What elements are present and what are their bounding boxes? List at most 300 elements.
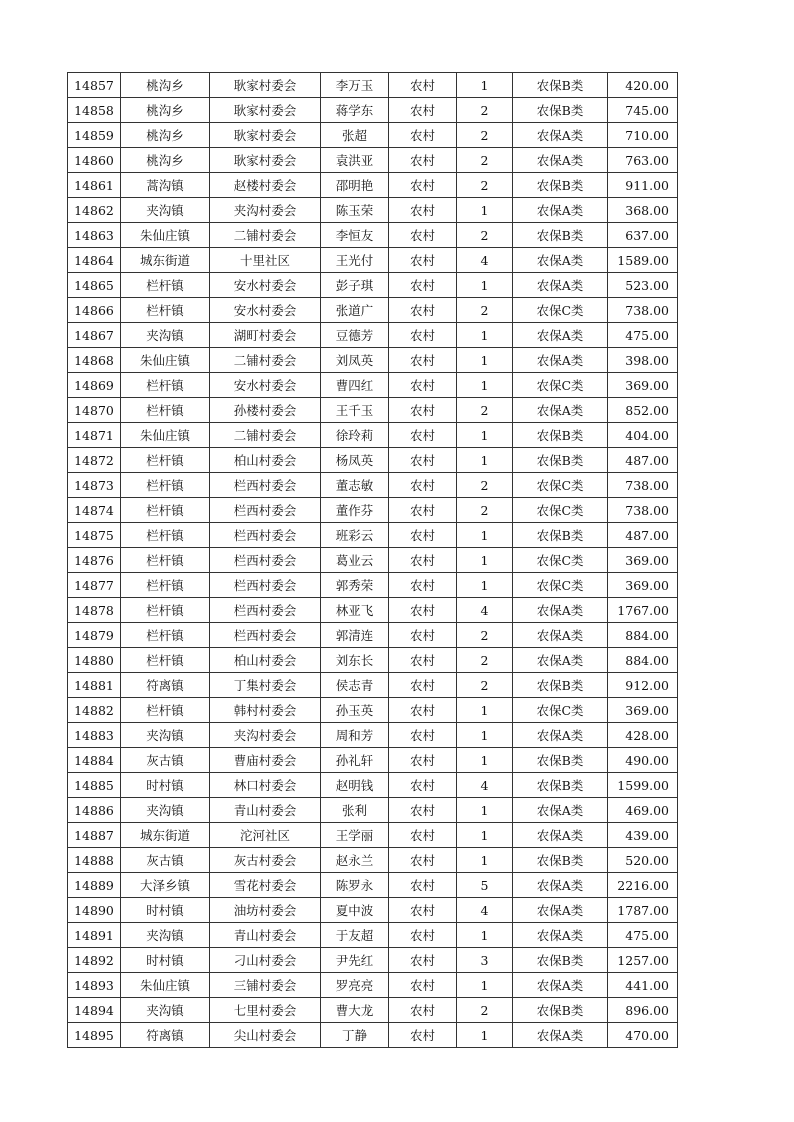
amount-cell: 738.00	[608, 473, 678, 498]
village-committee-cell: 栏西村委会	[210, 598, 321, 623]
household-type-cell: 农村	[389, 673, 457, 698]
insurance-class-cell: 农保B类	[513, 948, 608, 973]
name-cell: 赵明钱	[321, 773, 389, 798]
name-cell: 班彩云	[321, 523, 389, 548]
table-row	[68, 348, 678, 373]
table-row	[68, 523, 678, 548]
household-type-cell: 农村	[389, 398, 457, 423]
household-type-cell: 农村	[389, 698, 457, 723]
serial-number-cell: 14891	[68, 923, 121, 948]
member-count-cell: 1	[457, 573, 513, 598]
township-cell: 时村镇	[121, 898, 210, 923]
name-cell: 赵永兰	[321, 848, 389, 873]
member-count-cell: 2	[457, 998, 513, 1023]
amount-cell: 368.00	[608, 198, 678, 223]
township-cell: 栏杆镇	[121, 698, 210, 723]
member-count-cell: 4	[457, 773, 513, 798]
member-count-cell: 1	[457, 423, 513, 448]
insurance-class-cell: 农保B类	[513, 523, 608, 548]
name-cell: 侯志青	[321, 673, 389, 698]
household-type-cell: 农村	[389, 248, 457, 273]
amount-cell: 1767.00	[608, 598, 678, 623]
village-committee-cell: 三铺村委会	[210, 973, 321, 998]
name-cell: 孙玉英	[321, 698, 389, 723]
amount-cell: 1257.00	[608, 948, 678, 973]
amount-cell: 1599.00	[608, 773, 678, 798]
name-cell: 李万玉	[321, 73, 389, 98]
insurance-class-cell: 农保B类	[513, 448, 608, 473]
household-type-cell: 农村	[389, 623, 457, 648]
name-cell: 郭清连	[321, 623, 389, 648]
name-cell: 袁洪亚	[321, 148, 389, 173]
amount-cell: 884.00	[608, 648, 678, 673]
township-cell: 城东街道	[121, 248, 210, 273]
amount-cell: 912.00	[608, 673, 678, 698]
insurance-class-cell: 农保B类	[513, 673, 608, 698]
member-count-cell: 2	[457, 98, 513, 123]
amount-cell: 470.00	[608, 1023, 678, 1048]
village-committee-cell: 安水村委会	[210, 273, 321, 298]
table-row	[68, 973, 678, 998]
household-type-cell: 农村	[389, 998, 457, 1023]
member-count-cell: 2	[457, 298, 513, 323]
table-row	[68, 998, 678, 1023]
table-row	[68, 123, 678, 148]
table-row	[68, 673, 678, 698]
township-cell: 栏杆镇	[121, 548, 210, 573]
village-committee-cell: 尖山村委会	[210, 1023, 321, 1048]
member-count-cell: 1	[457, 273, 513, 298]
amount-cell: 1589.00	[608, 248, 678, 273]
serial-number-cell: 14864	[68, 248, 121, 273]
serial-number-cell: 14868	[68, 348, 121, 373]
insurance-class-cell: 农保B类	[513, 423, 608, 448]
household-type-cell: 农村	[389, 498, 457, 523]
table-row	[68, 98, 678, 123]
insurance-class-cell: 农保A类	[513, 898, 608, 923]
member-count-cell: 5	[457, 873, 513, 898]
village-committee-cell: 二铺村委会	[210, 423, 321, 448]
name-cell: 林亚飞	[321, 598, 389, 623]
table-row	[68, 373, 678, 398]
household-type-cell: 农村	[389, 98, 457, 123]
table-row	[68, 573, 678, 598]
insurance-class-cell: 农保B类	[513, 98, 608, 123]
amount-cell: 420.00	[608, 73, 678, 98]
insurance-class-cell: 农保B类	[513, 773, 608, 798]
township-cell: 夹沟镇	[121, 798, 210, 823]
serial-number-cell: 14875	[68, 523, 121, 548]
amount-cell: 428.00	[608, 723, 678, 748]
household-type-cell: 农村	[389, 773, 457, 798]
village-committee-cell: 耿家村委会	[210, 73, 321, 98]
table-row	[68, 1023, 678, 1048]
village-committee-cell: 耿家村委会	[210, 98, 321, 123]
household-type-cell: 农村	[389, 573, 457, 598]
township-cell: 桃沟乡	[121, 98, 210, 123]
village-committee-cell: 栏西村委会	[210, 548, 321, 573]
township-cell: 朱仙庄镇	[121, 223, 210, 248]
insurance-class-cell: 农保A类	[513, 273, 608, 298]
name-cell: 杨凤英	[321, 448, 389, 473]
household-type-cell: 农村	[389, 173, 457, 198]
serial-number-cell: 14860	[68, 148, 121, 173]
name-cell: 于友超	[321, 923, 389, 948]
member-count-cell: 2	[457, 123, 513, 148]
household-type-cell: 农村	[389, 898, 457, 923]
member-count-cell: 1	[457, 198, 513, 223]
amount-cell: 745.00	[608, 98, 678, 123]
serial-number-cell: 14862	[68, 198, 121, 223]
name-cell: 刘东长	[321, 648, 389, 673]
household-type-cell: 农村	[389, 273, 457, 298]
name-cell: 董作芬	[321, 498, 389, 523]
table-row	[68, 198, 678, 223]
insurance-class-cell: 农保A类	[513, 623, 608, 648]
household-type-cell: 农村	[389, 848, 457, 873]
amount-cell: 469.00	[608, 798, 678, 823]
household-type-cell: 农村	[389, 448, 457, 473]
member-count-cell: 2	[457, 148, 513, 173]
table-row	[68, 423, 678, 448]
member-count-cell: 1	[457, 523, 513, 548]
insurance-class-cell: 农保B类	[513, 998, 608, 1023]
amount-cell: 738.00	[608, 298, 678, 323]
serial-number-cell: 14895	[68, 1023, 121, 1048]
member-count-cell: 1	[457, 323, 513, 348]
serial-number-cell: 14889	[68, 873, 121, 898]
village-committee-cell: 夹沟村委会	[210, 198, 321, 223]
table-row	[68, 623, 678, 648]
township-cell: 桃沟乡	[121, 148, 210, 173]
township-cell: 栏杆镇	[121, 598, 210, 623]
name-cell: 陈玉荣	[321, 198, 389, 223]
amount-cell: 852.00	[608, 398, 678, 423]
insurance-class-cell: 农保A类	[513, 873, 608, 898]
household-type-cell: 农村	[389, 373, 457, 398]
insurance-class-cell: 农保B类	[513, 173, 608, 198]
household-type-cell: 农村	[389, 123, 457, 148]
village-committee-cell: 夹沟村委会	[210, 723, 321, 748]
township-cell: 夹沟镇	[121, 723, 210, 748]
amount-cell: 439.00	[608, 823, 678, 848]
serial-number-cell: 14876	[68, 548, 121, 573]
serial-number-cell: 14859	[68, 123, 121, 148]
household-type-cell: 农村	[389, 748, 457, 773]
serial-number-cell: 14871	[68, 423, 121, 448]
township-cell: 夹沟镇	[121, 998, 210, 1023]
name-cell: 丁静	[321, 1023, 389, 1048]
township-cell: 栏杆镇	[121, 498, 210, 523]
village-committee-cell: 孙楼村委会	[210, 398, 321, 423]
village-committee-cell: 二铺村委会	[210, 223, 321, 248]
amount-cell: 487.00	[608, 448, 678, 473]
insurance-class-cell: 农保B类	[513, 748, 608, 773]
insurance-class-cell: 农保C类	[513, 473, 608, 498]
village-committee-cell: 栏西村委会	[210, 523, 321, 548]
township-cell: 栏杆镇	[121, 473, 210, 498]
township-cell: 蒿沟镇	[121, 173, 210, 198]
serial-number-cell: 14882	[68, 698, 121, 723]
table-row	[68, 323, 678, 348]
household-type-cell: 农村	[389, 198, 457, 223]
township-cell: 朱仙庄镇	[121, 973, 210, 998]
household-type-cell: 农村	[389, 923, 457, 948]
insurance-class-cell: 农保A类	[513, 648, 608, 673]
serial-number-cell: 14872	[68, 448, 121, 473]
amount-cell: 896.00	[608, 998, 678, 1023]
serial-number-cell: 14879	[68, 623, 121, 648]
township-cell: 朱仙庄镇	[121, 348, 210, 373]
township-cell: 栏杆镇	[121, 273, 210, 298]
village-committee-cell: 安水村委会	[210, 373, 321, 398]
amount-cell: 475.00	[608, 323, 678, 348]
name-cell: 王学丽	[321, 823, 389, 848]
member-count-cell: 2	[457, 173, 513, 198]
township-cell: 栏杆镇	[121, 398, 210, 423]
table-row	[68, 773, 678, 798]
amount-cell: 369.00	[608, 573, 678, 598]
serial-number-cell: 14890	[68, 898, 121, 923]
member-count-cell: 2	[457, 673, 513, 698]
member-count-cell: 1	[457, 373, 513, 398]
name-cell: 夏中波	[321, 898, 389, 923]
table-row	[68, 948, 678, 973]
table-row	[68, 498, 678, 523]
insurance-class-cell: 农保A类	[513, 123, 608, 148]
household-type-cell: 农村	[389, 473, 457, 498]
household-type-cell: 农村	[389, 823, 457, 848]
household-type-cell: 农村	[389, 873, 457, 898]
serial-number-cell: 14880	[68, 648, 121, 673]
amount-cell: 404.00	[608, 423, 678, 448]
serial-number-cell: 14881	[68, 673, 121, 698]
records-table-body	[68, 73, 678, 1048]
household-type-cell: 农村	[389, 423, 457, 448]
table-row	[68, 798, 678, 823]
township-cell: 桃沟乡	[121, 73, 210, 98]
amount-cell: 475.00	[608, 923, 678, 948]
insurance-class-cell: 农保A类	[513, 1023, 608, 1048]
member-count-cell: 1	[457, 923, 513, 948]
amount-cell: 637.00	[608, 223, 678, 248]
household-type-cell: 农村	[389, 1023, 457, 1048]
table-row	[68, 73, 678, 98]
household-type-cell: 农村	[389, 648, 457, 673]
household-type-cell: 农村	[389, 973, 457, 998]
name-cell: 曹大龙	[321, 998, 389, 1023]
name-cell: 尹先红	[321, 948, 389, 973]
table-row	[68, 298, 678, 323]
village-committee-cell: 安水村委会	[210, 298, 321, 323]
member-count-cell: 1	[457, 823, 513, 848]
insurance-class-cell: 农保B类	[513, 848, 608, 873]
table-row	[68, 598, 678, 623]
township-cell: 栏杆镇	[121, 648, 210, 673]
name-cell: 张利	[321, 798, 389, 823]
household-type-cell: 农村	[389, 298, 457, 323]
village-committee-cell: 七里村委会	[210, 998, 321, 1023]
name-cell: 陈罗永	[321, 873, 389, 898]
insurance-class-cell: 农保B类	[513, 73, 608, 98]
village-committee-cell: 沱河社区	[210, 823, 321, 848]
serial-number-cell: 14867	[68, 323, 121, 348]
village-committee-cell: 雪花村委会	[210, 873, 321, 898]
village-committee-cell: 林口村委会	[210, 773, 321, 798]
member-count-cell: 1	[457, 698, 513, 723]
amount-cell: 487.00	[608, 523, 678, 548]
village-committee-cell: 油坊村委会	[210, 898, 321, 923]
name-cell: 蒋学东	[321, 98, 389, 123]
village-committee-cell: 栏西村委会	[210, 498, 321, 523]
village-committee-cell: 栏西村委会	[210, 623, 321, 648]
insurance-class-cell: 农保A类	[513, 798, 608, 823]
serial-number-cell: 14884	[68, 748, 121, 773]
township-cell: 朱仙庄镇	[121, 423, 210, 448]
village-committee-cell: 柏山村委会	[210, 648, 321, 673]
table-row	[68, 698, 678, 723]
serial-number-cell: 14857	[68, 73, 121, 98]
township-cell: 符离镇	[121, 673, 210, 698]
household-type-cell: 农村	[389, 323, 457, 348]
township-cell: 时村镇	[121, 773, 210, 798]
household-type-cell: 农村	[389, 73, 457, 98]
household-type-cell: 农村	[389, 798, 457, 823]
member-count-cell: 2	[457, 398, 513, 423]
serial-number-cell: 14869	[68, 373, 121, 398]
village-committee-cell: 耿家村委会	[210, 123, 321, 148]
household-type-cell: 农村	[389, 723, 457, 748]
table-row	[68, 648, 678, 673]
insurance-class-cell: 农保A类	[513, 148, 608, 173]
village-committee-cell: 丁集村委会	[210, 673, 321, 698]
village-committee-cell: 栏西村委会	[210, 573, 321, 598]
amount-cell: 369.00	[608, 373, 678, 398]
name-cell: 张超	[321, 123, 389, 148]
name-cell: 王千玉	[321, 398, 389, 423]
township-cell: 栏杆镇	[121, 623, 210, 648]
name-cell: 徐玲莉	[321, 423, 389, 448]
village-committee-cell: 刁山村委会	[210, 948, 321, 973]
amount-cell: 523.00	[608, 273, 678, 298]
township-cell: 栏杆镇	[121, 298, 210, 323]
village-committee-cell: 湖町村委会	[210, 323, 321, 348]
household-type-cell: 农村	[389, 948, 457, 973]
member-count-cell: 1	[457, 448, 513, 473]
table-row	[68, 223, 678, 248]
village-committee-cell: 耿家村委会	[210, 148, 321, 173]
amount-cell: 398.00	[608, 348, 678, 373]
name-cell: 孙礼轩	[321, 748, 389, 773]
amount-cell: 441.00	[608, 973, 678, 998]
serial-number-cell: 14883	[68, 723, 121, 748]
serial-number-cell: 14873	[68, 473, 121, 498]
serial-number-cell: 14874	[68, 498, 121, 523]
serial-number-cell: 14866	[68, 298, 121, 323]
name-cell: 周和芳	[321, 723, 389, 748]
amount-cell: 2216.00	[608, 873, 678, 898]
township-cell: 大泽乡镇	[121, 873, 210, 898]
table-row	[68, 273, 678, 298]
table-row	[68, 848, 678, 873]
serial-number-cell: 14892	[68, 948, 121, 973]
table-row	[68, 148, 678, 173]
member-count-cell: 1	[457, 348, 513, 373]
village-committee-cell: 灰古村委会	[210, 848, 321, 873]
member-count-cell: 1	[457, 723, 513, 748]
township-cell: 灰古镇	[121, 748, 210, 773]
household-type-cell: 农村	[389, 223, 457, 248]
member-count-cell: 1	[457, 798, 513, 823]
household-type-cell: 农村	[389, 548, 457, 573]
member-count-cell: 2	[457, 648, 513, 673]
insurance-class-cell: 农保C类	[513, 548, 608, 573]
member-count-cell: 4	[457, 898, 513, 923]
table-row	[68, 448, 678, 473]
member-count-cell: 1	[457, 73, 513, 98]
village-committee-cell: 青山村委会	[210, 923, 321, 948]
village-committee-cell: 曹庙村委会	[210, 748, 321, 773]
insurance-class-cell: 农保B类	[513, 223, 608, 248]
insurance-class-cell: 农保C类	[513, 373, 608, 398]
name-cell: 豆德芳	[321, 323, 389, 348]
member-count-cell: 4	[457, 598, 513, 623]
serial-number-cell: 14888	[68, 848, 121, 873]
table-row	[68, 823, 678, 848]
table-row	[68, 548, 678, 573]
village-committee-cell: 十里社区	[210, 248, 321, 273]
table-row	[68, 723, 678, 748]
township-cell: 栏杆镇	[121, 523, 210, 548]
village-committee-cell: 青山村委会	[210, 798, 321, 823]
township-cell: 桃沟乡	[121, 123, 210, 148]
table-row	[68, 923, 678, 948]
table-row	[68, 873, 678, 898]
member-count-cell: 1	[457, 1023, 513, 1048]
insurance-class-cell: 农保C类	[513, 298, 608, 323]
name-cell: 曹四红	[321, 373, 389, 398]
amount-cell: 763.00	[608, 148, 678, 173]
household-type-cell: 农村	[389, 598, 457, 623]
township-cell: 城东街道	[121, 823, 210, 848]
insurance-class-cell: 农保A类	[513, 973, 608, 998]
insurance-class-cell: 农保A类	[513, 348, 608, 373]
name-cell: 郭秀荣	[321, 573, 389, 598]
member-count-cell: 1	[457, 848, 513, 873]
serial-number-cell: 14861	[68, 173, 121, 198]
village-committee-cell: 韩村村委会	[210, 698, 321, 723]
name-cell: 彭子琪	[321, 273, 389, 298]
serial-number-cell: 14887	[68, 823, 121, 848]
member-count-cell: 1	[457, 973, 513, 998]
township-cell: 时村镇	[121, 948, 210, 973]
table-row	[68, 898, 678, 923]
insurance-class-cell: 农保A类	[513, 598, 608, 623]
serial-number-cell: 14894	[68, 998, 121, 1023]
name-cell: 李恒友	[321, 223, 389, 248]
name-cell: 葛业云	[321, 548, 389, 573]
member-count-cell: 2	[457, 498, 513, 523]
insurance-class-cell: 农保C类	[513, 698, 608, 723]
household-type-cell: 农村	[389, 148, 457, 173]
amount-cell: 738.00	[608, 498, 678, 523]
insurance-class-cell: 农保A类	[513, 198, 608, 223]
member-count-cell: 1	[457, 548, 513, 573]
insurance-class-cell: 农保C类	[513, 573, 608, 598]
township-cell: 符离镇	[121, 1023, 210, 1048]
table-row	[68, 748, 678, 773]
village-committee-cell: 二铺村委会	[210, 348, 321, 373]
